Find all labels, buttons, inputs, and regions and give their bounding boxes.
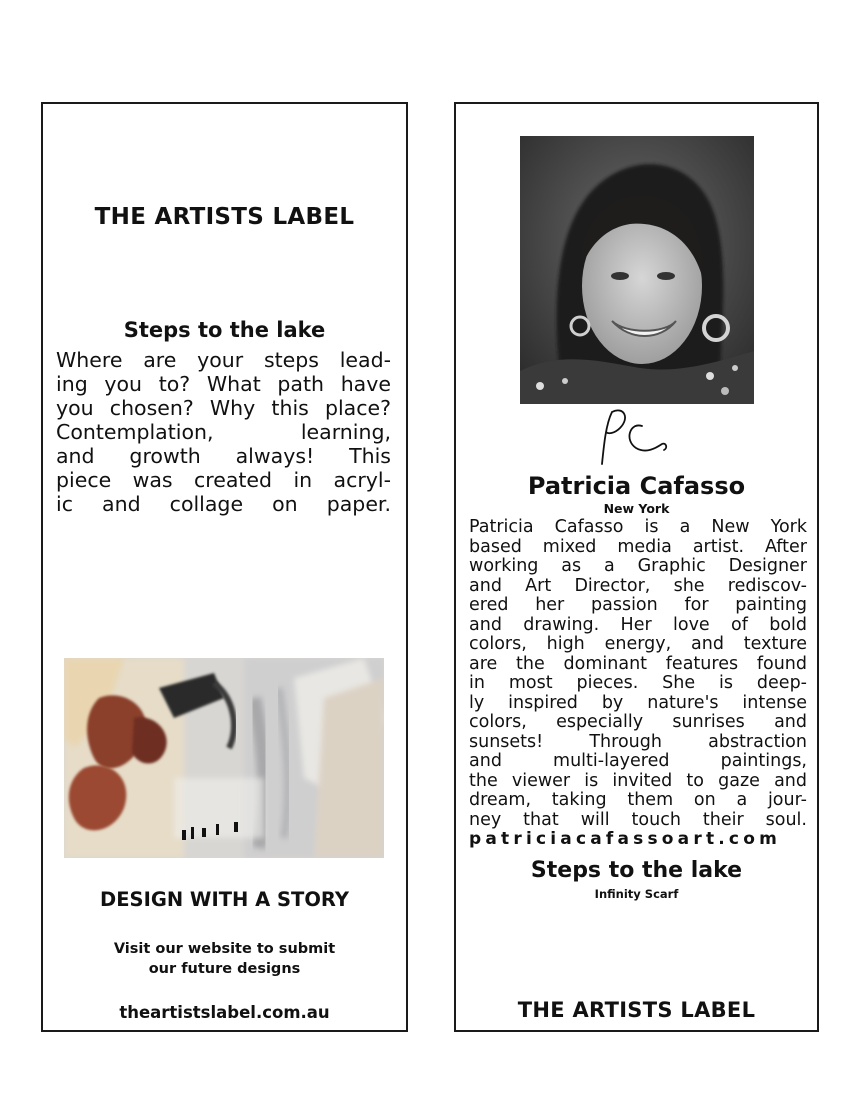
website-link[interactable]: theartistslabel.com.au — [119, 1003, 330, 1022]
signature-icon — [594, 404, 684, 472]
bio-line: ly inspired by nature's intense — [469, 692, 807, 713]
story-line: Contemplation, learning, — [56, 420, 391, 444]
bio-line: based mixed media artist. After — [469, 536, 807, 557]
bio-line: sunsets! Through abstraction — [469, 731, 807, 752]
artist-card — [454, 102, 819, 1032]
cta-line: our future designs — [148, 961, 301, 977]
bio-line: and Art Director, she rediscov- — [469, 575, 807, 596]
artist-bio — [469, 518, 807, 850]
bio-line: colors, high energy, and texture — [469, 634, 807, 654]
bio-line: the viewer is invited to gaze and — [469, 770, 807, 791]
bio-line: and drawing. Her love of bold — [469, 614, 807, 635]
bio-line: colors, especially sunrises and — [469, 712, 807, 732]
cta-text — [43, 939, 406, 979]
bio-line: ered her passion for painting — [469, 595, 807, 615]
story-line: and growth always! This — [56, 444, 391, 468]
artist-website-link[interactable]: patriciacafassoart.com — [469, 829, 781, 849]
portrait-photo-icon — [520, 136, 754, 404]
tagline: DESIGN WITH A STORY — [100, 888, 349, 911]
bio-line: are the dominant features found — [469, 653, 807, 674]
story-description — [56, 348, 391, 516]
product-title: Steps to the lake — [530, 858, 743, 883]
bio-line: working as a Graphic Designer — [469, 556, 807, 576]
artist-name: Patricia Cafasso — [527, 472, 746, 500]
brand-title: THE ARTISTS LABEL — [94, 204, 355, 230]
bio-line: in most pieces. She is deep- — [469, 673, 807, 693]
cta-line: Visit our website to submit — [113, 941, 336, 957]
story-line: Where are your steps lead- — [56, 348, 391, 372]
story-title: Steps to the lake — [123, 318, 326, 342]
story-line: ing you to? What path have — [56, 372, 391, 396]
bio-line: ney that will touch their soul. — [469, 809, 807, 830]
artist-portrait — [520, 136, 754, 404]
brand-footer: THE ARTISTS LABEL — [517, 998, 756, 1022]
bio-line: Patricia Cafasso is a New York — [469, 517, 807, 537]
story-card — [41, 102, 408, 1032]
abstract-painting-icon — [64, 658, 384, 858]
product-type: Infinity Scarf — [594, 887, 679, 901]
story-line: ic and collage on paper. — [56, 492, 391, 516]
bio-line: dream, taking them on a jour- — [469, 790, 807, 810]
story-line: you chosen? Why this place? — [56, 396, 391, 420]
bio-line: and multi-layered paintings, — [469, 751, 807, 771]
artwork-image — [64, 658, 384, 858]
story-line: piece was created in acryl- — [56, 468, 391, 492]
artist-location: New York — [603, 501, 670, 516]
